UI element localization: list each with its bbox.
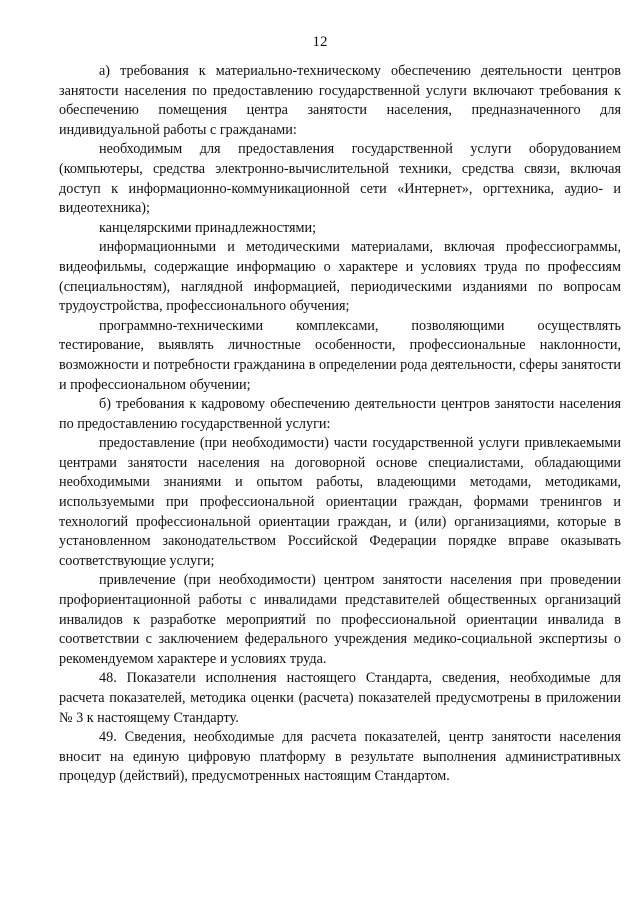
- paragraph-48: 48. Показатели исполнения настоящего Стандарта, сведения, необходимые для расчета показателей, методика оценки (расчета) показателей предусмотрены в приложении № 3 к настоящему Стандарту.: [59, 670, 621, 726]
- document-body: [59, 62, 621, 787]
- paragraph-a-requirements: а) требования к материально-техническому обеспечению деятельности центров занятости населения по предоставлению государственной услуги включают требования к обеспечению помещения центра занятости населения, предназначенного для индивидуальной работы с гражданами:: [59, 63, 621, 138]
- paragraph-49: 49. Сведения, необходимые для расчета показателей, центр занятости населения вносит на единую цифровую платформу в результате выполнения административных процедур (действий), предусмотренных настоящим Стандартом.: [59, 729, 621, 785]
- page-number: 12: [312, 34, 328, 50]
- paragraph-specialists: предоставление (при необходимости) части государственной услуги привлекаемыми центрами занятости населения на договорной основе специалистами, обладающими необходимыми знаниями и опытом работы, владеющими методами, методиками, используемыми при профессиональной ориентации граждан, формами тренингов и технологий профессиональной ориентации граждан, и (или) организациями, которые в установленном законодательством Российской Федерации порядке вправе оказывать соответствующие услуги;: [59, 435, 621, 569]
- paragraph-info-materials: информационными и методическими материалами, включая профессиограммы, видеофильмы, содержащие информацию о характере и условиях труда по профессиям (специальностям), наглядной информацией, периодическими изданиями по вопросам трудоустройства, профессионального обучения;: [59, 239, 621, 315]
- paragraph-equipment: необходимым для предоставления государственной услуги оборудованием (компьютеры, средства электронно-вычислительной техники, средства связи, включая доступ к информационно-коммуникационной сети «Интернет», оргтехника, аудио- и видеотехника);: [59, 141, 621, 217]
- paragraph-b-staffing: б) требования к кадровому обеспечению деятельности центров занятости населения по предоставлению государственной услуги:: [59, 396, 621, 432]
- paragraph-stationery: канцелярскими принадлежностями;: [99, 219, 317, 236]
- paragraph-disability-organizations: привлечение (при необходимости) центром занятости населения при проведении профориентационной работы с инвалидами представителей общественных организаций инвалидов к разработке мероприятий по профессиональной ориентации инвалида в соответствии с заключением федерального учреждения медико-социальной экспертизы о рекомендуемом характере и условиях труда.: [59, 572, 621, 667]
- paragraph-software-complexes: программно-техническими комплексами, позволяющими осуществлять тестирование, выявлять личностные особенности, профессиональные наклонности, возможности и потребности гражданина в определении рода деятельности, сферы занятости и профессиональном обучении;: [59, 317, 621, 393]
